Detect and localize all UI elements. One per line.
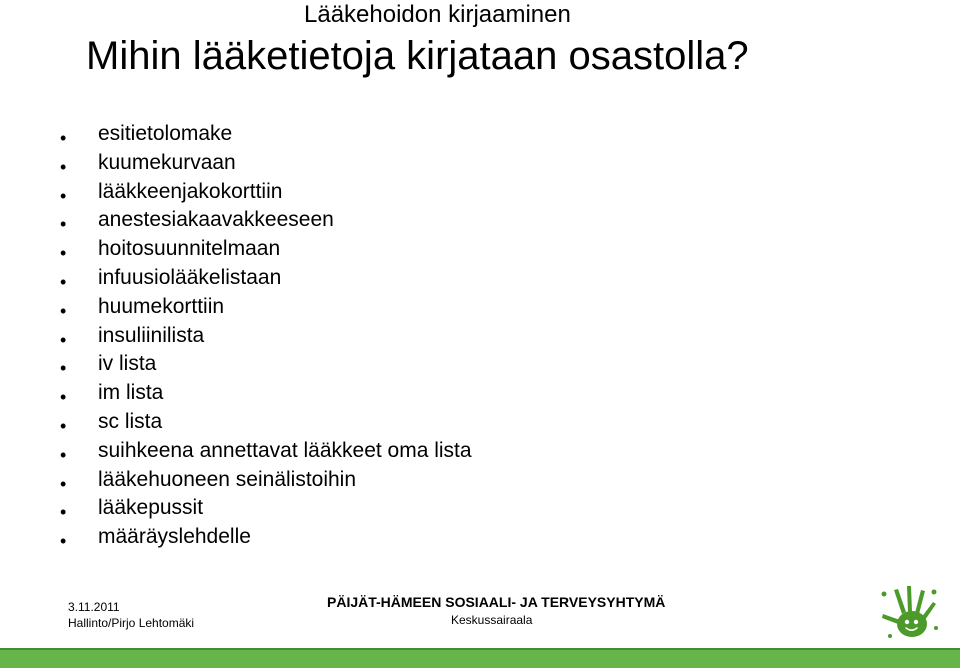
footer-unit: Keskussairaala xyxy=(451,613,533,627)
bullet-list xyxy=(60,120,472,552)
slide-title: Mihin lääketietoja kirjataan osastolla? xyxy=(86,34,749,78)
bullet-item xyxy=(60,379,472,408)
bullet-text: kuumekurvaan xyxy=(98,150,236,174)
bullet-item xyxy=(60,235,472,264)
bullet-text: lääkkeenjakokorttiin xyxy=(98,179,283,203)
bullet-icon: • xyxy=(60,243,67,264)
bullet-icon: • xyxy=(60,473,67,494)
footer-organization: PÄIJÄT-HÄMEEN SOSIAALI- JA TERVEYSYHTYMÄ xyxy=(327,594,666,610)
bullet-icon: • xyxy=(60,387,67,408)
bullet-icon: • xyxy=(60,271,67,292)
bullet-icon: • xyxy=(60,329,67,350)
bullet-item xyxy=(60,437,472,466)
bullet-icon: • xyxy=(60,358,67,379)
bullet-icon: • xyxy=(60,502,67,523)
bullet-text: sc lista xyxy=(98,409,163,433)
bullet-item xyxy=(60,466,472,495)
footer-date: 3.11.2011 xyxy=(68,600,120,614)
handprint-logo-icon xyxy=(876,584,944,644)
bullet-icon: • xyxy=(60,444,67,465)
bullet-item xyxy=(60,206,472,235)
footer-author: Hallinto/Pirjo Lehtomäki xyxy=(68,616,195,630)
bullet-item xyxy=(60,149,472,178)
bullet-item xyxy=(60,264,472,293)
bullet-text: anestesiakaavakkeeseen xyxy=(98,208,334,232)
bullet-text: huumekorttiin xyxy=(98,294,225,318)
bullet-item xyxy=(60,178,472,207)
bullet-icon: • xyxy=(60,300,67,321)
slide-supertitle: Lääkehoidon kirjaaminen xyxy=(304,1,571,28)
bullet-icon: • xyxy=(60,531,67,552)
bullet-icon: • xyxy=(60,185,67,206)
bullet-item xyxy=(60,523,472,552)
bullet-item xyxy=(60,408,472,437)
bullet-text: esitietolomake xyxy=(98,122,233,145)
bullet-item xyxy=(60,293,472,322)
footer-bar xyxy=(0,650,960,668)
bullet-icon: • xyxy=(60,214,67,235)
bullet-text: iv lista xyxy=(98,352,157,376)
bullet-text: hoitosuunnitelmaan xyxy=(98,237,281,261)
bullet-text: määräyslehdelle xyxy=(98,525,251,549)
bullet-text: suihkeena annettavat lääkkeet oma lista xyxy=(98,438,472,462)
bullet-item xyxy=(60,322,472,351)
bullet-item xyxy=(60,350,472,379)
bullet-icon: • xyxy=(60,128,67,148)
bullet-icon: • xyxy=(60,415,67,436)
bullet-text: infuusiolääkelistaan xyxy=(98,265,282,289)
bullet-item xyxy=(60,120,472,149)
bullet-item xyxy=(60,494,472,523)
bullet-text: lääkehuoneen seinälistoihin xyxy=(98,467,357,491)
bullet-text: im lista xyxy=(98,381,164,405)
bullet-icon: • xyxy=(60,156,67,177)
bullet-text: insuliinilista xyxy=(98,323,205,347)
bullet-text: lääkepussit xyxy=(98,496,204,520)
